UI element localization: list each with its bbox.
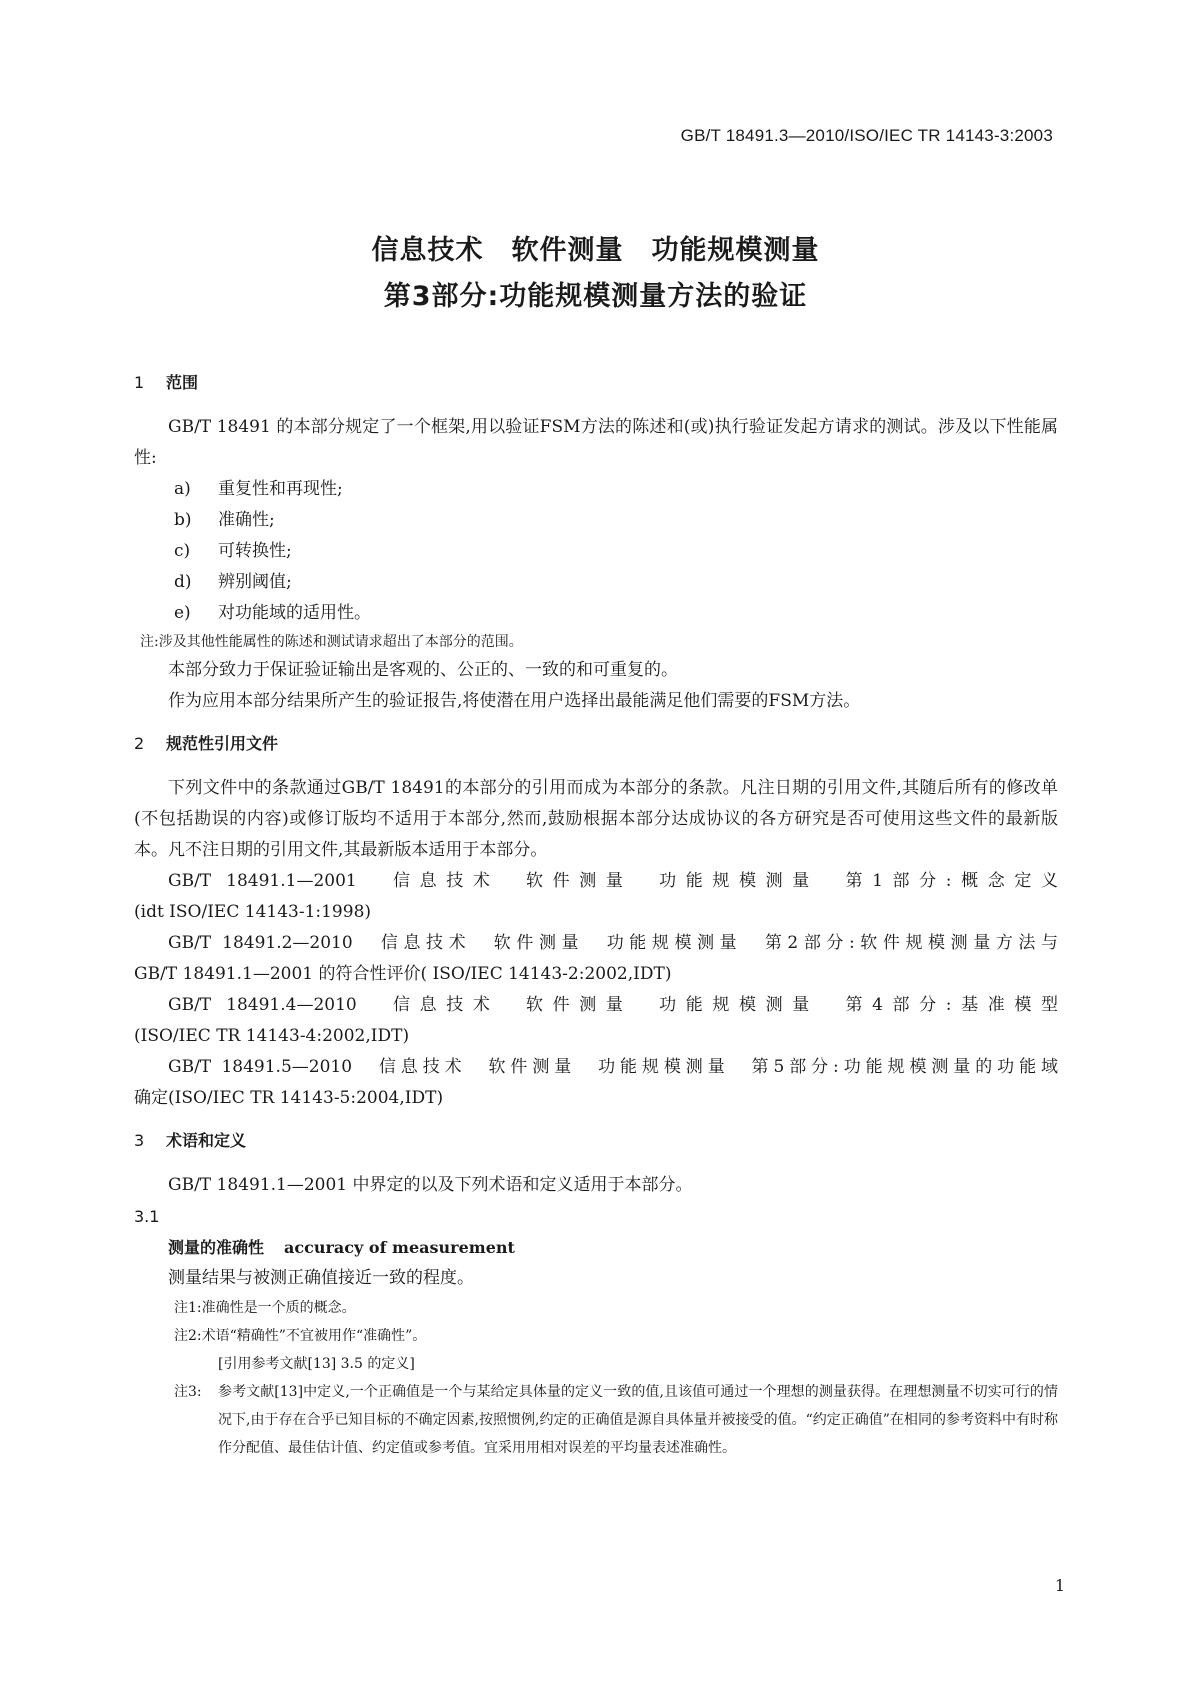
- scope-para-2: 本部分致力于保证验证输出是客观的、公正的、一致的和可重复的。: [168, 660, 678, 680]
- list-item: e) 对功能域的适用性。: [174, 603, 371, 623]
- term-note-3: [134, 1378, 1058, 1462]
- reference-entry: GB/T 18491.5—2010 信息技术 软件测量 功能规模测量 第5部分:功能规模测量的功能域 确定(ISO/IEC TR 14143-5:2004,IDT): [134, 1057, 1058, 1108]
- section-number: 3: [134, 1131, 145, 1150]
- list-item: a) 重复性和再现性;: [174, 479, 343, 499]
- references-intro: 下列文件中的条款通过GB/T 18491的本部分的引用而成为本部分的条款。凡注日期的引用文件,其随后所有的修改单(不包括勘误的内容)或修订版均不适用于本部分,然而,鼓励根据本部分达成协议的各方研究是否可使用这些文件的最新版本。凡不注日期的引用文件,其最新版本适用于本部分。: [134, 778, 1058, 860]
- section-number: 2: [134, 734, 145, 753]
- reference-entry: GB/T 18491.2—2010 信息技术 软件测量 功能规模测量 第2部分:软件规模测量方法与 GB/T 18491.1—2001 的符合性评价( ISO/IEC 14143-2:2002,IDT): [134, 933, 1058, 984]
- document-subtitle: 第3部分:功能规模测量方法的验证: [383, 281, 808, 312]
- section-title: 术语和定义: [166, 1131, 247, 1150]
- document-title: 信息技术 软件测量 功能规模测量: [371, 235, 820, 266]
- section-title: 规范性引用文件: [166, 734, 279, 753]
- scope-intro: GB/T 18491 的本部分规定了一个框架,用以验证FSM方法的陈述和(或)执行验证发起方请求的测试。涉及以下性能属性:: [134, 417, 1058, 468]
- scope-para-3: 作为应用本部分结果所产生的验证报告,将使潜在用户选择出最能满足他们需要的FSM方法。: [168, 691, 861, 711]
- section-title: 范围: [166, 373, 199, 392]
- reference-entry: GB/T 18491.4—2010 信息技术 软件测量 功能规模测量 第4部分:基准模型 (ISO/IEC TR 14143-4:2002,IDT): [134, 995, 1058, 1046]
- note-label: 注3:: [174, 1384, 202, 1400]
- list-item: c) 可转换性;: [174, 541, 292, 561]
- term-english: accuracy of measurement: [284, 1238, 515, 1257]
- section-1-heading: [134, 368, 1058, 398]
- page-number: 1: [1054, 1576, 1065, 1595]
- list-item: b) 准确性;: [174, 510, 275, 530]
- list-item: d) 辨别阈值;: [174, 572, 292, 592]
- section-3-heading: [134, 1126, 1058, 1156]
- term-definition: 测量结果与被测正确值接近一致的程度。: [168, 1268, 474, 1288]
- attribute-list: [134, 474, 1058, 629]
- document-body: [134, 368, 1058, 1462]
- section-number: 1: [134, 373, 145, 392]
- terms-intro: GB/T 18491.1—2001 中界定的以及下列术语和定义适用于本部分。: [168, 1175, 693, 1195]
- scope-note: 注:涉及其他性能属性的陈述和测试请求超出了本部分的范围。: [140, 634, 523, 650]
- reference-entry: GB/T 18491.1—2001 信息技术 软件测量 功能规模测量 第1部分:概念定义 (idt ISO/IEC 14143-1:1998): [134, 871, 1058, 922]
- term-chinese: 测量的准确性: [168, 1238, 265, 1257]
- term-citation: [引用参考文献[13] 3.5 的定义]: [218, 1356, 415, 1372]
- term-heading: [134, 1232, 1058, 1263]
- term-note-1: 注1:准确性是一个质的概念。: [174, 1300, 356, 1316]
- standard-number: GB/T 18491.3—2010/ISO/IEC TR 14143-3:2003: [680, 126, 1053, 145]
- subclause-number: 3.1: [134, 1207, 160, 1226]
- section-2-heading: [134, 729, 1058, 759]
- note-text: 参考文献[13]中定义,一个正确值是一个与某给定具体量的定义一致的值,且该值可通过一个理想的测量获得。在理想测量不切实可行的情况下,由于存在合乎已知目标的不确定因素,按照惯例,约定的正确值是源自具体量并被接受的值。“约定正确值”在相同的参考资料中有时称作分配值、最佳估计值、约定值或参考值。宜采用用相对误差的平均量表述准确性。: [218, 1384, 1058, 1456]
- term-note-2: 注2:术语“精确性”不宜被用作“准确性”。: [174, 1328, 427, 1344]
